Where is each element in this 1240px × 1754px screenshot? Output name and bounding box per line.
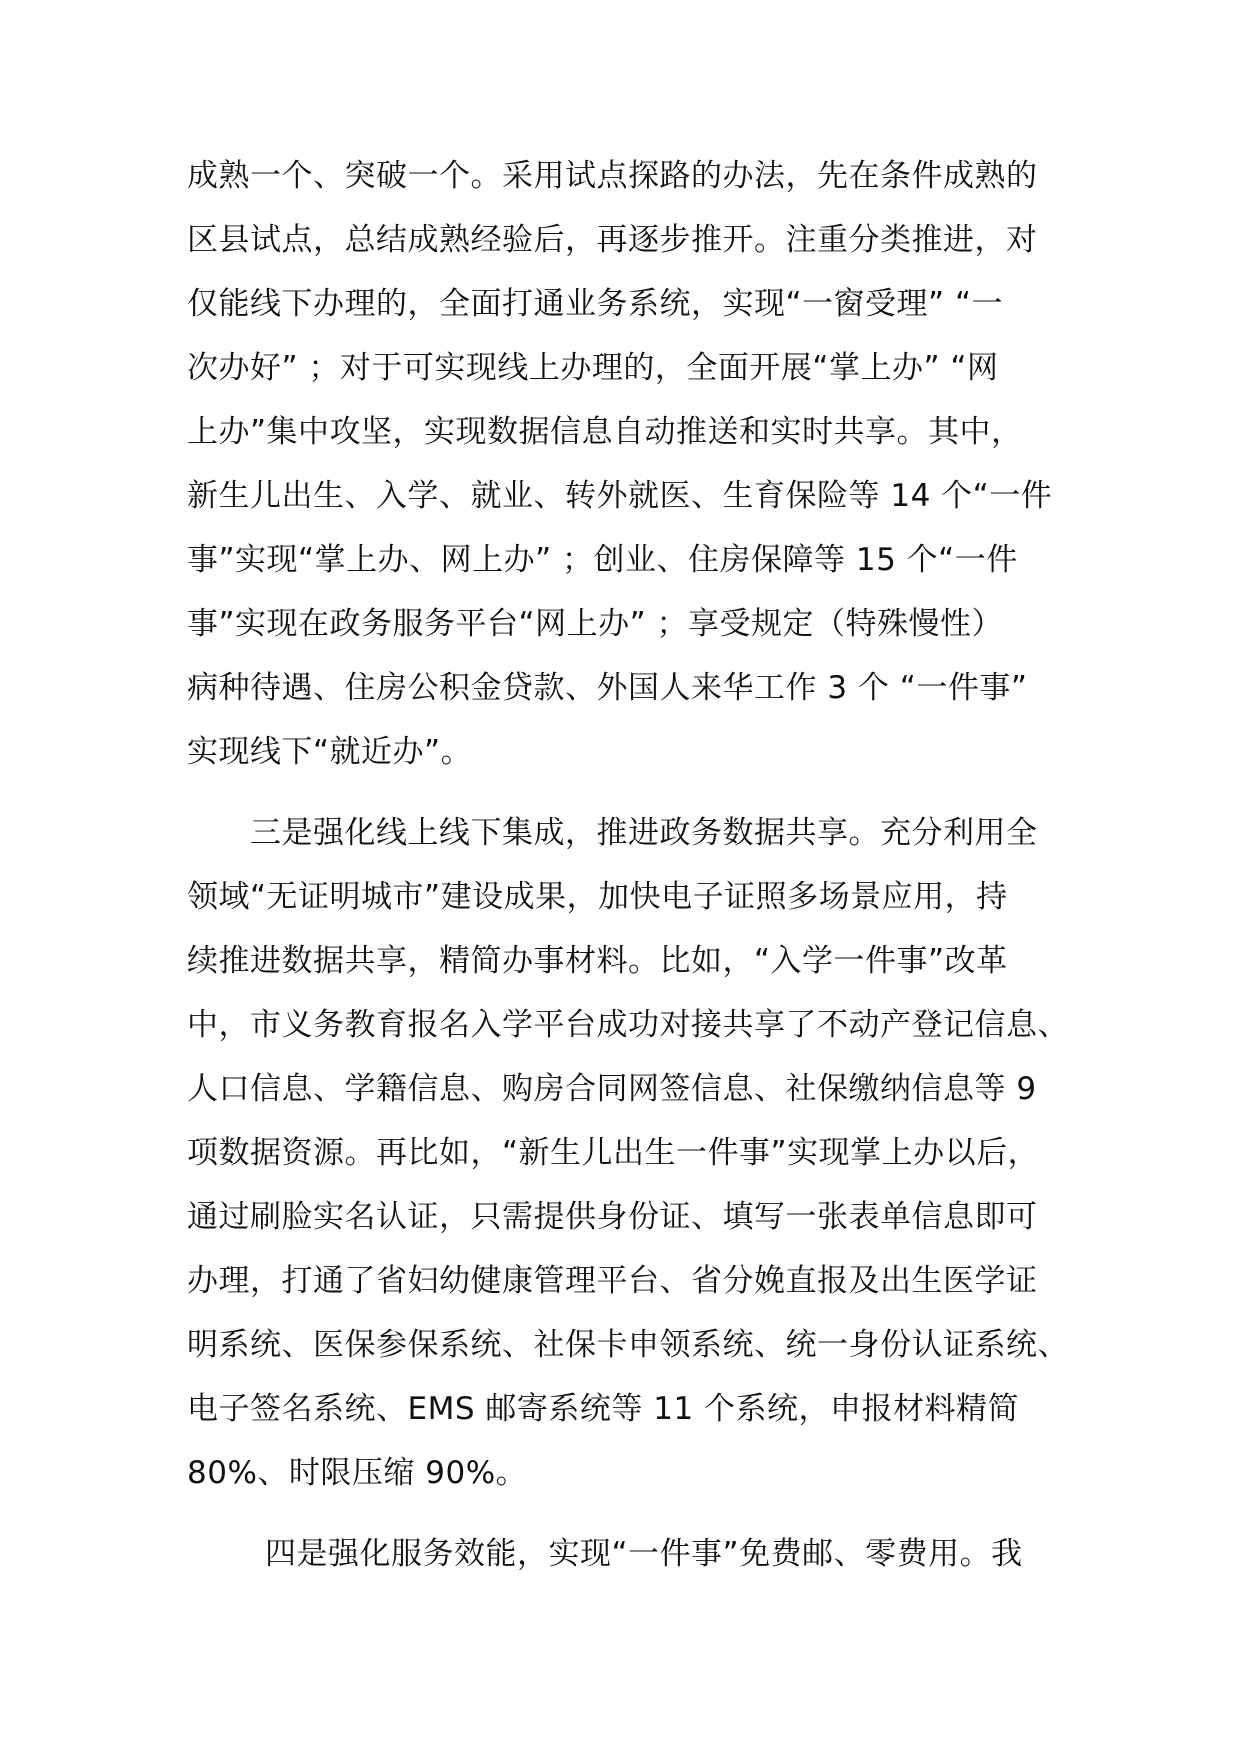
text-line: 仅能线下办理的，全面打通业务系统，实现“一窗受理” “一 <box>187 286 1004 322</box>
text-line: 通过刷脸实名认证，只需提供身份证、填写一张表单信息即可 <box>187 1199 1038 1235</box>
text-line: 区县试点，总结成熟经验后，再逐步推开。注重分类推进，对 <box>187 222 1038 258</box>
text-line: 事”实现在政务服务平台“网上办” ；享受规定（特殊慢性） <box>187 606 1004 642</box>
text-line: 领域“无证明城市”建设成果，加快电子证照多场景应用，持 <box>187 879 1008 915</box>
paragraph-start-line: 四是强化服务效能，实现“一件事”免费邮、零费用。我 <box>265 1536 1023 1572</box>
text-line: 成熟一个、突破一个。采用试点探路的办法，先在条件成熟的 <box>187 158 1038 194</box>
text-line: 明系统、医保参保系统、社保卡申领系统、统一身份认证系统、 <box>187 1327 1069 1363</box>
text-line: 项数据资源。再比如，“新生儿出生一件事”实现掌上办以后， <box>187 1135 1040 1171</box>
text-line: 电子签名系统、EMS 邮寄系统等 11 个系统，申报材料精简 <box>187 1391 1020 1427</box>
text-line: 办理，打通了省妇幼健康管理平台、省分娩直报及出生医学证 <box>187 1263 1038 1299</box>
text-line: 人口信息、学籍信息、购房合同网签信息、社保缴纳信息等 9 <box>187 1071 1037 1107</box>
text-line: 80%、时限压缩 90%。 <box>187 1455 528 1491</box>
text-line: 事”实现“掌上办、网上办” ；创业、住房保障等 15 个“一件 <box>187 542 1018 578</box>
text-line: 上办”集中攻坚，实现数据信息自动推送和实时共享。其中， <box>187 414 1023 450</box>
text-line: 病种待遇、住房公积金贷款、外国人来华工作 3 个 “一件事” <box>187 670 1028 706</box>
text-line: 新生儿出生、入学、就业、转外就医、生育保险等 14 个“一件 <box>187 478 1053 514</box>
text-line: 续推进数据共享，精简办事材料。比如，“入学一件事”改革 <box>187 943 1008 979</box>
text-line: 实现线下“就近办”。 <box>187 734 473 770</box>
text-line: 中，市义务教育报名入学平台成功对接共享了不动产登记信息、 <box>187 1007 1069 1043</box>
paragraph-start-line: 三是强化线上线下集成，推进政务数据共享。充分利用全 <box>250 815 1038 851</box>
text-line: 次办好” ；对于可实现线上办理的，全面开展“掌上办” “网 <box>187 350 999 386</box>
